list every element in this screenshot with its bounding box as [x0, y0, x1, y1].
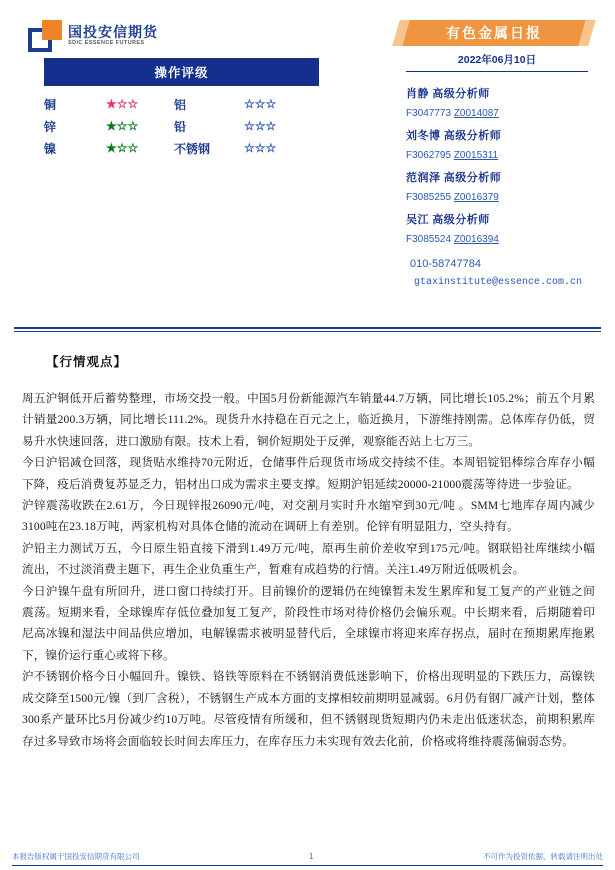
- contact-email[interactable]: gtaxinstitute@essence.com.cn: [414, 277, 583, 288]
- analyst-list: [406, 84, 606, 292]
- analyst-name: 吴江 高级分析师: [406, 214, 490, 226]
- paragraph-lead: 沪铅主力测试万五，今日原生铅直接下滑到1.49万元/吨，原再生前价差收窄到175元/吨。钢联铅社库继续小幅流出，不过淡消费主题下，再生企业负重生产，暂难有成趋势的行情。关注1.49万附近低吸机会。: [22, 541, 595, 577]
- section-title-market-view: 【行情观点】: [46, 355, 128, 369]
- contact-phone[interactable]: 010-58747784: [410, 258, 481, 270]
- report-header: [0, 0, 615, 330]
- analyst-entry: [406, 168, 606, 208]
- analyst-entry: [406, 126, 606, 166]
- metal-name-lead: 铅: [174, 119, 187, 134]
- analyst-codes: [406, 188, 606, 208]
- report-title: 有色金属日报: [446, 27, 542, 42]
- operation-rating-table: [44, 58, 319, 159]
- paragraph-copper: 周五沪铜低开后蓄势整理，市场交投一般。中国5月份新能源汽车销量44.7万辆，同比增长105.2%；前五个月累计销量200.3万辆，同比增长111.2%。现货升水持稳在百元之上，临近换月，下游维持刚需。总体库存仍低，贸易升水快速回落，进口激励有限。技术上看，铜价短期处于反弹，观察能否站上七万三。: [22, 392, 595, 448]
- report-footer: [0, 844, 615, 870]
- footer-divider: [12, 865, 603, 867]
- paragraph-stainless-steel: 沪不锈钢价格今日小幅回升。镍铁、铬铁等原料在不锈钢消费低迷影响下，价格出现明显的下跌压力，高镍铁成交降至1500元/镍（到厂含税），不锈钢生产成本方面的支撑相较前期明显减弱。6月仍有钢厂减产计划，整体300系产量环比5月份减少约10万吨。尽管疫情有所缓和，但不锈钢现货短期内仍未走出低迷状态，前期积累库存过多导致市场将会面临较长时间去库压力，在库存压力未实现有效去化前，价格或将维持震荡偏弱态势。: [22, 670, 595, 748]
- report-date: 2022年06月10日: [406, 52, 588, 72]
- rating-table-body: [44, 86, 319, 159]
- analyst-code-primary: F3062795: [406, 150, 452, 161]
- metal-name-zinc: 锌: [44, 119, 57, 134]
- rating-stars-copper: ★☆☆: [106, 96, 139, 111]
- analyst-code-secondary: Z0016379: [453, 192, 499, 203]
- metal-name-stainless-steel: 不锈钢: [174, 141, 211, 156]
- table-row: [44, 93, 319, 115]
- table-row: [44, 115, 319, 137]
- analyst-code-primary: F3085255: [406, 192, 452, 203]
- divider-thin-rule: [14, 331, 601, 332]
- report-body: [0, 352, 615, 752]
- metal-name-nickel: 镍: [44, 141, 57, 156]
- analyst-entry: [406, 84, 606, 124]
- metal-name-aluminum: 铝: [174, 97, 187, 112]
- paragraph-nickel: 今日沪镍午盘有所回升，进口窗口持续打开。目前镍价的逻辑仍在纯镍暂未发生累库和复工复产的产业链之间震荡。短期来看，全球镍库存低位叠加复工复产，阶段性市场对待价格仍会偏乐观。中长期来看，后期随着印尼高冰镍和湿法中间品供应增加，电解镍需求被明显替代后，全球镍市将迎来库存拐点，届时在预期累库拖累下，镍价运行重心或将下移。: [22, 584, 595, 662]
- rating-table-title: 操作评级: [44, 58, 319, 86]
- footer-disclaimer: 不可作为投资依据，转载请注明出处: [482, 852, 603, 861]
- analyst-name: 肖静 高级分析师: [406, 88, 490, 100]
- analyst-code-secondary: Z0016394: [453, 234, 499, 245]
- company-logo: [28, 20, 158, 52]
- rating-stars-zinc: ★☆☆: [106, 118, 139, 133]
- analyst-codes: [406, 230, 606, 250]
- report-title-banner: [406, 20, 582, 46]
- rating-stars-aluminum: ☆☆☆: [244, 96, 277, 111]
- paragraph-zinc: 沪锌震荡收跌在2.61万，今日现锌报26090元/吨，对交割月实时升水缩窄到30元/吨 。SMM七地库存周内减少3100吨在23.18万吨，两家机构对具体仓储的流动在调研上有差别。伦锌有明显阻力，空头持有。: [22, 499, 595, 534]
- table-row: [44, 137, 319, 159]
- logo-mark-icon: [28, 20, 62, 52]
- footer-copyright: 本报告版权属于国投安信期货有限公司: [12, 852, 140, 861]
- logo-company-name-cn: 国投安信期货: [68, 24, 158, 41]
- paragraph-list: [22, 388, 595, 752]
- logo-company-name-en: SDIC ESSENCE FUTURES: [68, 40, 145, 47]
- analyst-codes: [406, 146, 606, 166]
- analyst-code-secondary: Z0014087: [453, 108, 499, 119]
- metal-name-copper: 铜: [44, 97, 57, 112]
- analyst-code-secondary: Z0015311: [453, 150, 499, 161]
- analyst-code-primary: F3047773: [406, 108, 452, 119]
- rating-stars-lead: ☆☆☆: [244, 118, 277, 133]
- analyst-code-primary: F3085524: [406, 234, 452, 245]
- rating-stars-stainless-steel: ☆☆☆: [244, 140, 277, 155]
- header-divider: [14, 327, 601, 332]
- analyst-name: 范润泽 高级分析师: [406, 172, 502, 184]
- paragraph-aluminum: 今日沪铝减仓回落，现货贴水维持70元附近，仓储事件后现货市场成交持续不佳。本周铝锭铝棒综合库存小幅下降，疫后消费复苏显乏力，铝材出口成为需求主要支撑。短期沪铝延续20000-21000震荡等待进一步验证。: [22, 456, 595, 491]
- analyst-entry: [406, 210, 606, 250]
- analyst-name: 刘冬博 高级分析师: [406, 130, 502, 142]
- rating-stars-nickel: ★☆☆: [106, 140, 139, 155]
- analyst-codes: [406, 104, 606, 124]
- logo-orange-shape: [42, 20, 62, 40]
- footer-page-number: 1: [309, 852, 314, 861]
